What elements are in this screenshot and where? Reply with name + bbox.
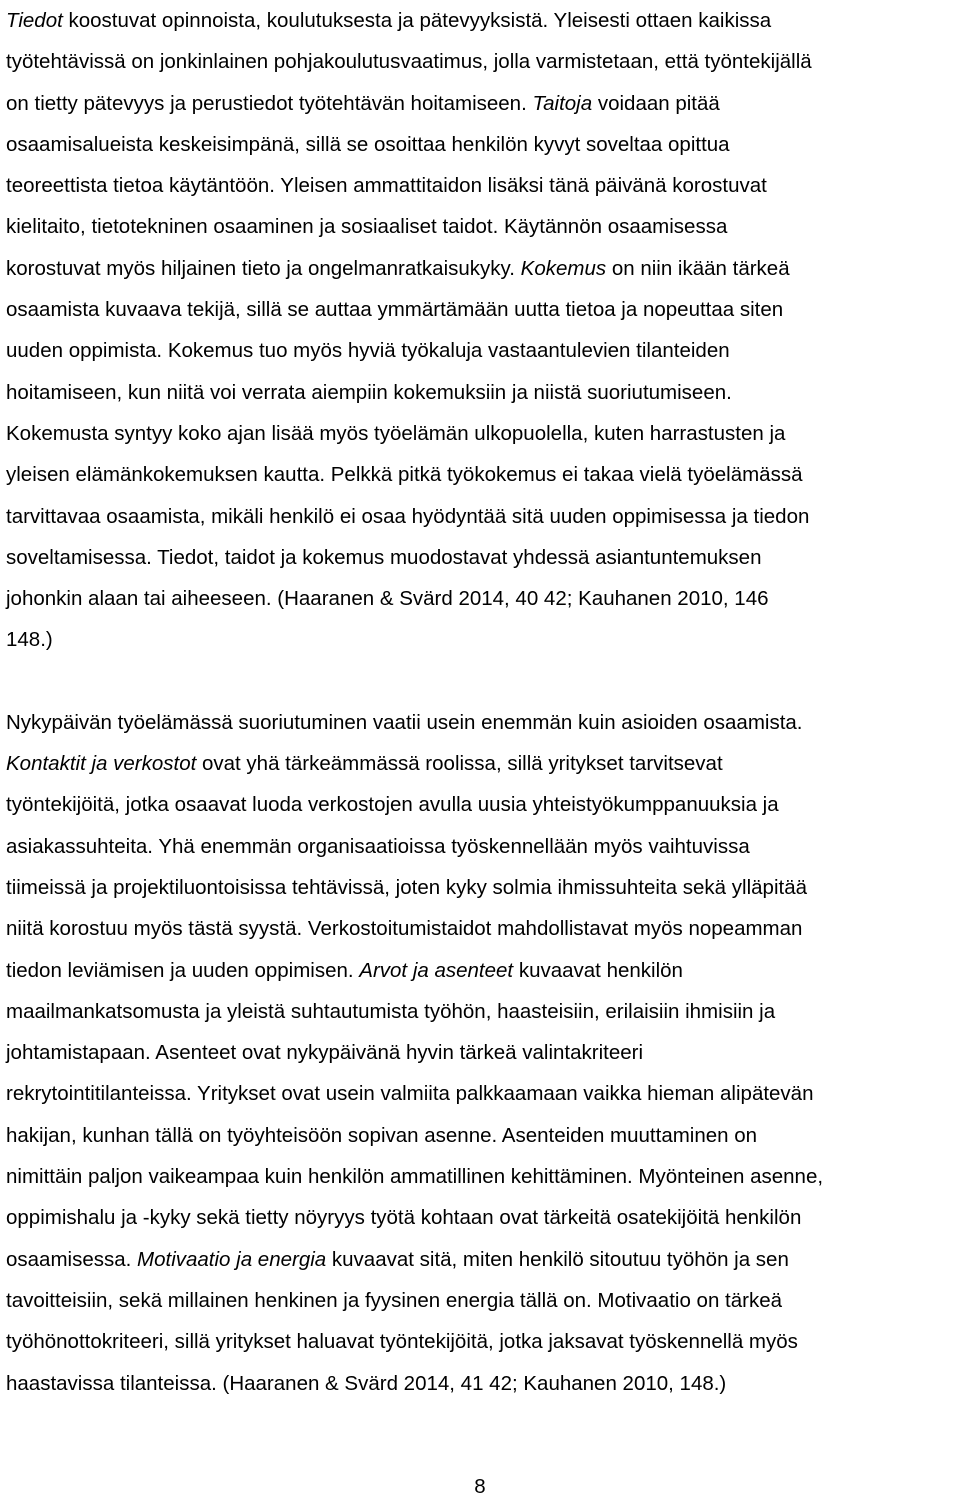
text-run: kuvaavat sitä, miten henkilö sitoutuu työhön ja sen [326, 1247, 789, 1271]
text-line [6, 1363, 954, 1404]
text-line [6, 950, 954, 991]
text-run: johtamistapaan. Asenteet ovat nykypäivänä hyvin tärkeä valintakriteeri [6, 1041, 644, 1065]
text-run: rekrytointitilanteissa. Yritykset ovat usein valmiita palkkaamaan vaikka hieman alipätevän [6, 1082, 814, 1106]
text-line [6, 248, 954, 289]
text-run: tarvittavaa osaamista, mikäli henkilö ei osaa hyödyntää sitä uuden oppimisessa ja tiedon [6, 504, 810, 528]
text-line [6, 1032, 954, 1073]
text-run: työhönottokriteeri, sillä yritykset haluavat työntekijöitä, jotka jaksavat työskennellä myös [6, 1330, 798, 1354]
text-run: oppimishalu ja -kyky sekä tietty nöyryys työtä kohtaan ovat tärkeitä osatekijöitä henkilön [6, 1206, 802, 1230]
text-run: hakijan, kunhan tällä on työyhteisöön sopivan asenne. Asenteiden muuttaminen on [6, 1123, 758, 1147]
text-line [6, 991, 954, 1032]
text-run: yleisen elämänkokemuksen kautta. Pelkkä pitkä työkokemus ei takaa vielä työelämässä [6, 463, 803, 487]
emphasized-term: Taitoja [532, 91, 593, 115]
emphasized-term: Motivaatio ja energia [137, 1247, 327, 1271]
text-line [6, 619, 954, 660]
text-run: soveltamisessa. Tiedot, taidot ja kokemus muodostavat yhdessä asiantuntemuksen [6, 545, 762, 569]
text-run: kielitaito, tietotekninen osaaminen ja sosiaaliset taidot. Käytännön osaamisessa [6, 215, 728, 239]
emphasized-term: Tiedot [6, 9, 63, 32]
text-run: kuvaavat henkilön [513, 958, 683, 982]
text-line [6, 1197, 954, 1238]
text-line [6, 867, 954, 908]
text-run: Nykypäivän työelämässä suoriutuminen vaatii usein enemmän kuin asioiden osaamista. [6, 710, 803, 734]
text-line [6, 372, 954, 413]
text-run: voidaan pitää [592, 91, 720, 115]
text-run: teoreettista tietoa käytäntöön. Yleisen ammattitaidon lisäksi tänä päivänä korostuvat [6, 174, 767, 198]
text-run: korostuvat myös hiljainen tieto ja ongelmanratkaisukyky. [6, 256, 521, 280]
text-run: tavoitteisiin, sekä millainen henkinen ja fyysinen energia tällä on. Motivaatio on tärkeä [6, 1288, 783, 1312]
text-run: tiedon leviämisen ja uuden oppimisen. [6, 958, 360, 982]
text-run: koostuvat opinnoista, koulutuksesta ja pätevyyksistä. Yleisesti ottaen kaikissa [62, 9, 772, 32]
text-line [6, 1073, 954, 1114]
text-run: niitä korostuu myös tästä syystä. Verkostoitumistaidot mahdollistavat myös nopeamman [6, 917, 803, 941]
text-run: ovat yhä tärkeämmässä roolissa, sillä yritykset tarvitsevat [196, 752, 723, 776]
text-line [6, 702, 954, 743]
text-run: on niin ikään tärkeä [606, 256, 790, 280]
text-run: hoitamiseen, kun niitä voi verrata aiempiin kokemuksiin ja niistä suoriutumiseen. [6, 380, 732, 404]
text-line [6, 124, 954, 165]
text-line [6, 908, 954, 949]
text-run: työtehtävissä on jonkinlainen pohjakoulutusvaatimus, jolla varmistetaan, että työntekijällä [6, 50, 812, 74]
text-run: nimittäin paljon vaikeampaa kuin henkilön ammatillinen kehittäminen. Myönteinen asenne, [6, 1165, 824, 1189]
text-line [6, 1156, 954, 1197]
text-run: uuden oppimista. Kokemus tuo myös hyviä työkaluja vastaantulevien tilanteiden [6, 339, 730, 363]
text-line [6, 1321, 954, 1362]
text-run: osaamisessa. [6, 1247, 138, 1271]
text-line [6, 743, 954, 784]
text-run: asiakassuhteita. Yhä enemmän organisaatioissa työskennellään myös vaihtuvissa [6, 834, 750, 858]
text-line [6, 1239, 954, 1280]
text-line [6, 0, 954, 41]
emphasized-term: Kokemus [520, 256, 607, 280]
text-run: työntekijöitä, jotka osaavat luoda verkostojen avulla uusia yhteistyökumppanuuksia ja [6, 793, 779, 817]
text-line [6, 496, 954, 537]
text-line [6, 578, 954, 619]
text-line [6, 83, 954, 124]
text-line [6, 784, 954, 825]
text-run: tiimeissä ja projektiluontoisissa tehtävissä, joten kyky solmia ihmissuhteita sekä ylläpitää [6, 875, 807, 899]
text-line [6, 1280, 954, 1321]
text-line [6, 330, 954, 371]
text-line [6, 454, 954, 495]
text-run: osaamista kuvaava tekijä, sillä se auttaa ymmärtämään uutta tietoa ja nopeuttaa siten [6, 298, 784, 322]
text-line [6, 41, 954, 82]
text-line [6, 206, 954, 247]
text-run: 148.) [6, 628, 53, 652]
paragraph-1 [6, 0, 954, 661]
text-run: johonkin alaan tai aiheeseen. (Haaranen & Svärd 2014, 40 42; Kauhanen 2010, 146 [6, 587, 769, 611]
text-run: on tietty pätevyys ja perustiedot työtehtävän hoitamiseen. [6, 91, 533, 115]
page-number: 8 [474, 1475, 486, 1498]
emphasized-term: Kontaktit ja verkostot [6, 752, 197, 776]
text-run: Kokemusta syntyy koko ajan lisää myös työelämän ulkopuolella, kuten harrastusten ja [6, 421, 786, 445]
text-line [6, 826, 954, 867]
paragraph-2 [6, 702, 954, 1404]
document-page [6, 0, 954, 1404]
text-line [6, 413, 954, 454]
text-line [6, 537, 954, 578]
text-run: haastavissa tilanteissa. (Haaranen & Svärd 2014, 41 42; Kauhanen 2010, 148.) [6, 1371, 727, 1395]
text-run: osaamisalueista keskeisimpänä, sillä se osoittaa henkilön kyvyt soveltaa opittua [6, 132, 730, 156]
emphasized-term: Arvot ja asenteet [359, 958, 514, 982]
text-line [6, 289, 954, 330]
text-line [6, 165, 954, 206]
text-run: maailmankatsomusta ja yleistä suhtautumista työhön, haasteisiin, erilaisiin ihmisiin ja [6, 999, 776, 1023]
text-line [6, 1115, 954, 1156]
